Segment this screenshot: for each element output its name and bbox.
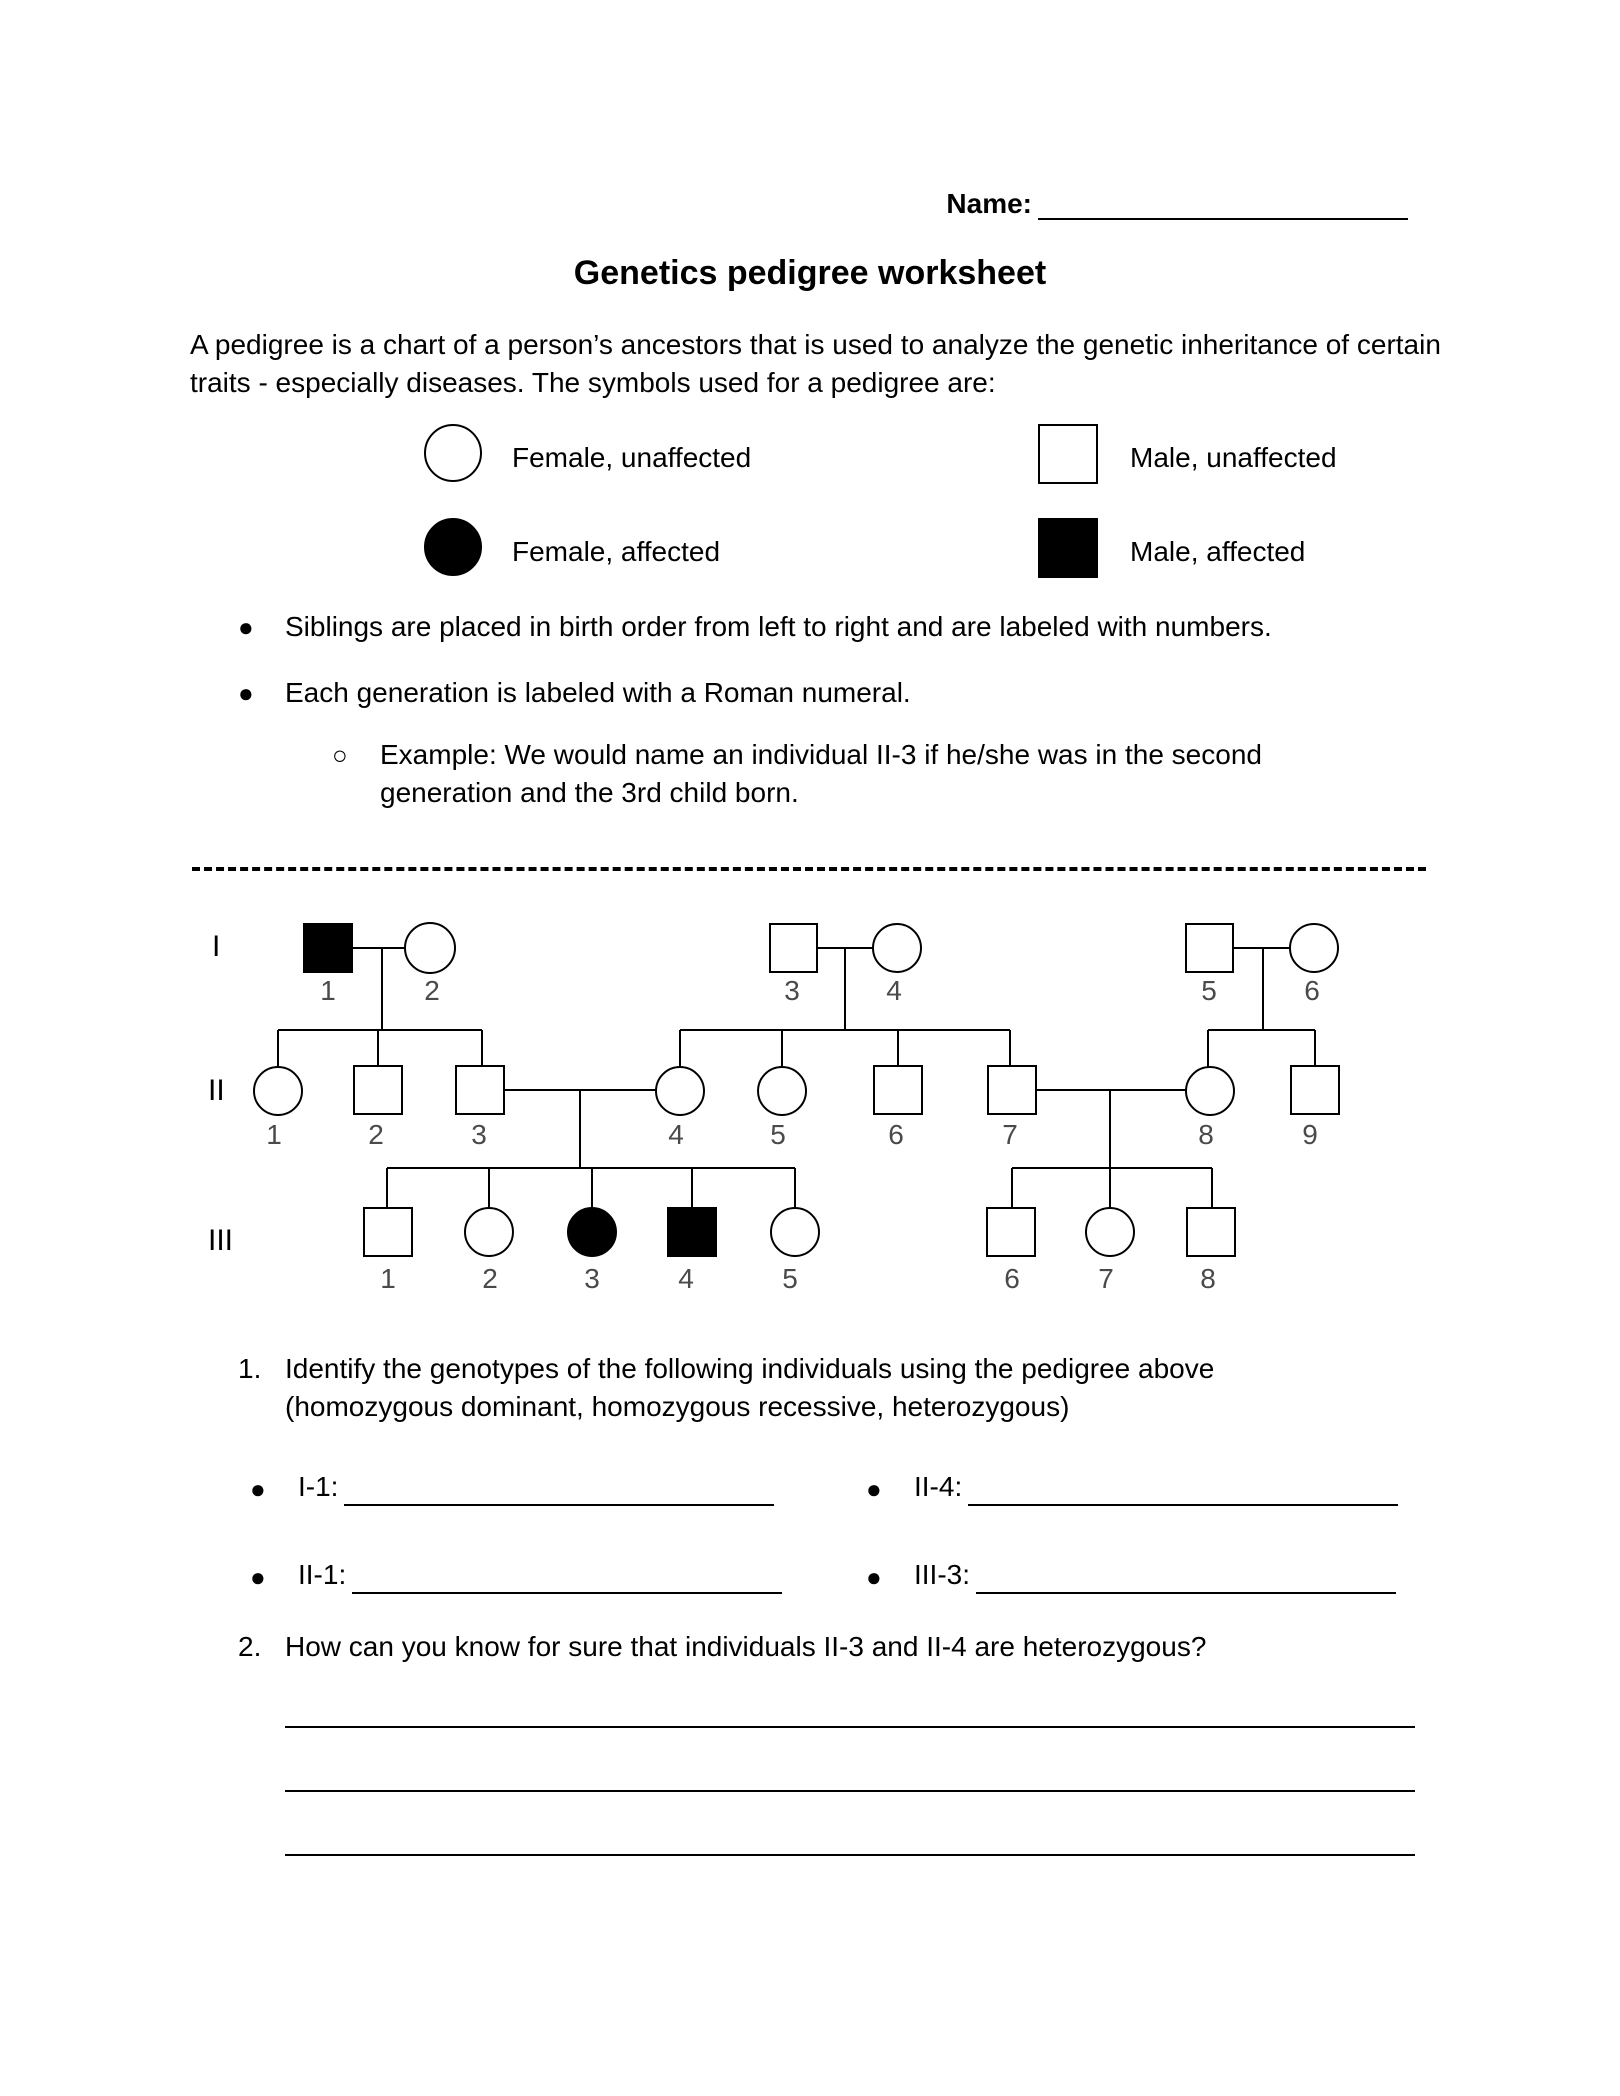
sub-bullet-example: Example: We would name an individual II-3 if he/she was in the second generation and the 3rd child born. xyxy=(380,739,1262,808)
label-i-5: 5 xyxy=(1201,975,1217,1006)
individual-ii-6 xyxy=(874,1066,922,1114)
label-ii-6: 6 xyxy=(888,1119,904,1150)
name-blank-line[interactable] xyxy=(1038,192,1408,220)
bullet-dot: ● xyxy=(238,678,254,708)
label-i-1: 1 xyxy=(320,975,336,1006)
answer-line-iii-3[interactable] xyxy=(976,1566,1396,1594)
generation-label-i: I xyxy=(212,930,221,963)
genotype-item-ii-1 xyxy=(298,1556,782,1594)
individual-i-2 xyxy=(405,923,455,973)
individual-iii-7 xyxy=(1086,1208,1134,1256)
individual-ii-7 xyxy=(988,1066,1036,1114)
individual-iii-5 xyxy=(771,1208,819,1256)
individual-i-4 xyxy=(873,924,921,972)
label-iii-3: 3 xyxy=(584,1263,600,1294)
label-ii-9: 9 xyxy=(1302,1119,1318,1150)
bullet-siblings: Siblings are placed in birth order from left to right and are labeled with numbers. xyxy=(285,611,1272,642)
label-i-2: 2 xyxy=(424,975,440,1006)
male-affected-symbol xyxy=(1038,518,1098,578)
bullet-dot: ● xyxy=(250,1562,266,1592)
answer-line-ii-4[interactable] xyxy=(968,1478,1398,1506)
answer-line-q2[interactable] xyxy=(285,1854,1415,1856)
genotype-label-i-1: I-1: xyxy=(298,1471,339,1502)
bullet-dot: ● xyxy=(250,1474,266,1504)
individual-iii-3 xyxy=(568,1208,616,1256)
individual-ii-9 xyxy=(1291,1066,1339,1114)
genotype-item-ii-4 xyxy=(914,1468,1398,1506)
sub-bullet-circle: ○ xyxy=(332,740,348,770)
legend-female-unaffected: Female, unaffected xyxy=(512,442,752,473)
genotype-label-iii-3: III-3: xyxy=(914,1559,971,1590)
label-iii-8: 8 xyxy=(1200,1263,1216,1294)
label-ii-5: 5 xyxy=(770,1119,786,1150)
individual-i-6 xyxy=(1290,924,1338,972)
label-ii-1: 1 xyxy=(266,1119,282,1150)
individual-ii-1 xyxy=(254,1067,302,1115)
label-iii-5: 5 xyxy=(782,1263,798,1294)
individual-i-5 xyxy=(1186,924,1233,972)
female-affected-symbol xyxy=(424,518,482,576)
label-i-4: 4 xyxy=(886,975,902,1006)
label-iii-2: 2 xyxy=(482,1263,498,1294)
name-label: Name: xyxy=(946,188,1032,219)
individual-i-1 xyxy=(304,924,352,972)
individual-ii-5 xyxy=(758,1067,806,1115)
label-iii-4: 4 xyxy=(678,1263,694,1294)
individual-iii-4 xyxy=(668,1208,716,1256)
legend-female-affected: Female, affected xyxy=(512,536,721,567)
label-ii-3: 3 xyxy=(471,1119,487,1150)
legend-male-unaffected: Male, unaffected xyxy=(1130,442,1337,473)
individual-ii-4 xyxy=(656,1067,704,1115)
individual-i-3 xyxy=(770,924,817,972)
genotype-item-iii-3 xyxy=(914,1556,1396,1594)
genotype-label-ii-4: II-4: xyxy=(914,1471,963,1502)
dashed-divider xyxy=(192,867,1426,871)
label-ii-4: 4 xyxy=(668,1119,684,1150)
label-iii-7: 7 xyxy=(1098,1263,1114,1294)
generation-label-ii: II xyxy=(208,1074,225,1107)
individual-ii-2 xyxy=(354,1066,402,1114)
question-1-number: 1. xyxy=(238,1353,262,1384)
question-2-text: How can you know for sure that individuals II-3 and II-4 are heterozygous? xyxy=(285,1631,1207,1662)
label-iii-6: 6 xyxy=(1004,1263,1020,1294)
individual-iii-2 xyxy=(465,1208,513,1256)
bullet-generation: Each generation is labeled with a Roman numeral. xyxy=(285,677,911,708)
label-i-6: 6 xyxy=(1304,975,1320,1006)
page-title: Genetics pedigree worksheet xyxy=(573,254,1047,292)
answer-line-i-1[interactable] xyxy=(344,1478,774,1506)
label-ii-7: 7 xyxy=(1002,1119,1018,1150)
label-i-3: 3 xyxy=(784,975,800,1006)
bullet-dot: ● xyxy=(866,1474,882,1504)
male-unaffected-symbol xyxy=(1038,424,1098,484)
label-iii-1: 1 xyxy=(380,1263,396,1294)
female-unaffected-symbol xyxy=(424,424,482,482)
name-field-row xyxy=(946,188,1408,220)
individual-iii-8 xyxy=(1187,1208,1235,1256)
individual-iii-6 xyxy=(987,1208,1035,1256)
generation-label-iii: III xyxy=(208,1224,234,1257)
bullet-dot: ● xyxy=(866,1562,882,1592)
answer-line-ii-1[interactable] xyxy=(352,1566,782,1594)
label-ii-2: 2 xyxy=(368,1119,384,1150)
individual-iii-1 xyxy=(364,1208,412,1256)
pedigree-chart xyxy=(0,900,1620,1320)
answer-line-q2[interactable] xyxy=(285,1726,1415,1728)
intro-paragraph: A pedigree is a chart of a person’s ancestors that is used to analyze the genetic inheritance of certain traits - especially diseases. The symbols used for a pedigree are: xyxy=(190,329,1441,398)
genotype-item-i-1 xyxy=(298,1468,774,1506)
label-ii-8: 8 xyxy=(1198,1119,1214,1150)
individual-ii-3 xyxy=(456,1066,504,1114)
question-1-text: Identify the genotypes of the following individuals using the pedigree above (homozygous dominant, homozygous recessive, heterozygous) xyxy=(285,1353,1215,1422)
genotype-label-ii-1: II-1: xyxy=(298,1559,347,1590)
question-2-number: 2. xyxy=(238,1631,262,1662)
answer-line-q2[interactable] xyxy=(285,1790,1415,1792)
individual-ii-8 xyxy=(1186,1067,1234,1115)
legend-male-affected: Male, affected xyxy=(1130,536,1306,567)
bullet-dot: ● xyxy=(238,612,254,642)
